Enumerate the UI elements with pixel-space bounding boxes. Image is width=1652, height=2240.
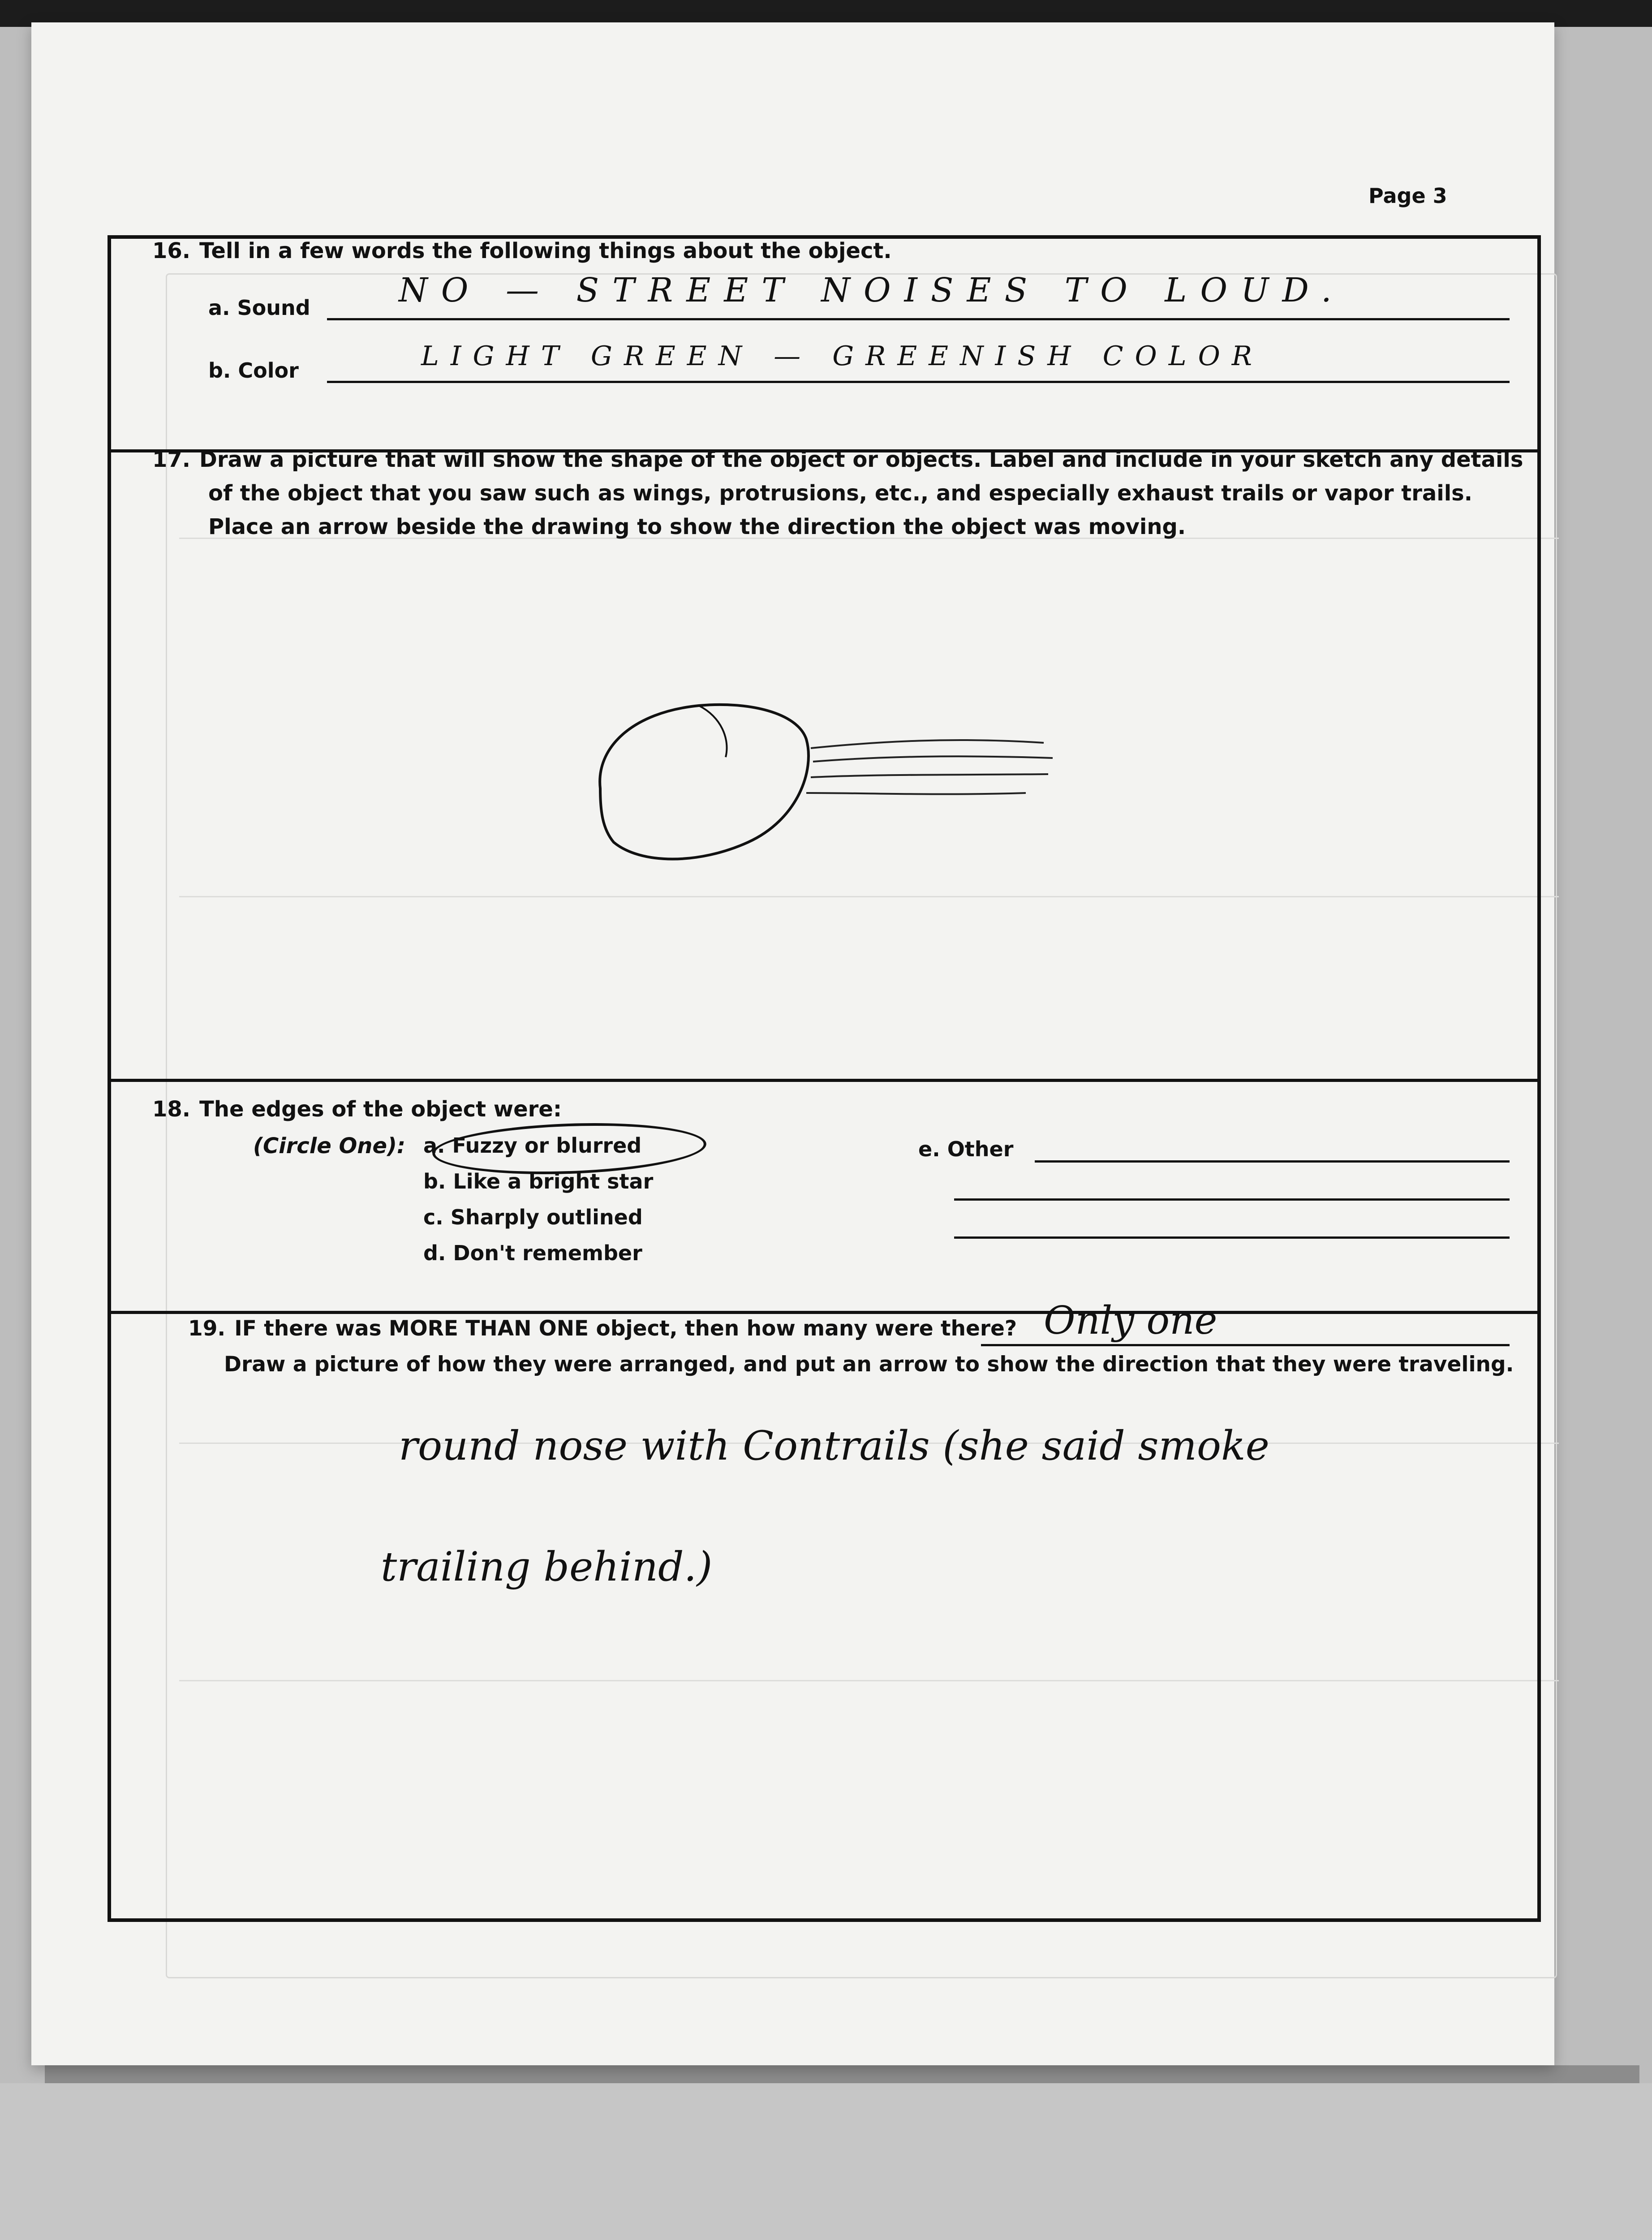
q18-other-label: e. Other xyxy=(918,1137,1014,1161)
q18-other-line-2[interactable] xyxy=(954,1198,1510,1201)
object-inner-stroke xyxy=(699,706,727,757)
q19-number: 19. xyxy=(188,1316,226,1341)
q19-prompt xyxy=(188,1316,1017,1341)
form-page xyxy=(31,22,1554,2065)
q18-option-a[interactable]: a. Fuzzy or blurred xyxy=(423,1133,642,1158)
q19-count-line xyxy=(981,1344,1510,1346)
q18-option-b[interactable]: b. Like a bright star xyxy=(423,1169,654,1193)
q16-sound-answer[interactable]: NO — STREET NOISES TO LOUD. xyxy=(399,271,1345,310)
q18-prompt xyxy=(152,1097,562,1122)
page-number: Page 3 xyxy=(1368,184,1447,208)
q17-prompt-line1 xyxy=(152,447,1523,472)
q16-color-line xyxy=(327,381,1510,383)
section-divider xyxy=(111,1311,1537,1314)
q18-option-d[interactable]: d. Don't remember xyxy=(423,1241,642,1265)
q16-sound-line xyxy=(327,318,1510,320)
q19-note-line1[interactable]: round nose with Contrails (she said smoke xyxy=(399,1422,1269,1469)
object-sketch xyxy=(587,685,1106,874)
q16-text: Tell in a few words the following things about the object. xyxy=(199,238,892,263)
q16-color-label: b. Color xyxy=(208,358,299,383)
q17-text-line1: Draw a picture that will show the shape of the object or objects. Label and include in your sketch any details xyxy=(199,447,1523,472)
q19-text: IF there was MORE THAN ONE object, then how many were there? xyxy=(234,1316,1017,1341)
trail-line xyxy=(806,793,1026,794)
q16-sound-label: a. Sound xyxy=(208,296,310,320)
q17-number: 17. xyxy=(152,447,191,472)
q16-number: 16. xyxy=(152,238,191,263)
q18-option-c[interactable]: c. Sharply outlined xyxy=(423,1205,643,1229)
q18-number: 18. xyxy=(152,1097,191,1122)
q18-circle-one-label: (Circle One): xyxy=(253,1133,406,1159)
q18-text: The edges of the object were: xyxy=(199,1097,562,1122)
q17-prompt-line2: of the object that you saw such as wings, protrusions, etc., and especially exhaust trails or vapor trails. xyxy=(208,481,1472,506)
q16-prompt xyxy=(152,238,892,263)
q19-note-line2[interactable]: trailing behind.) xyxy=(381,1543,713,1590)
trail-line xyxy=(813,756,1053,762)
trail-line xyxy=(811,740,1044,748)
object-outline xyxy=(600,705,809,859)
section-divider xyxy=(111,1079,1537,1082)
q19-count-answer[interactable]: Only one xyxy=(1044,1298,1217,1343)
trail-line xyxy=(811,774,1048,777)
q18-other-line-3[interactable] xyxy=(954,1236,1510,1239)
q17-prompt-line3: Place an arrow beside the drawing to show the direction the object was moving. xyxy=(208,514,1186,539)
paper-shadow-edge xyxy=(45,2065,1639,2083)
q19-prompt-line2: Draw a picture of how they were arranged, and put an arrow to show the direction that they were traveling. xyxy=(224,1352,1514,1377)
q16-color-answer[interactable]: LIGHT GREEN — GREENISH COLOR xyxy=(421,340,1264,372)
q18-other-line[interactable] xyxy=(1035,1160,1510,1163)
scan-background xyxy=(0,2083,1652,2240)
